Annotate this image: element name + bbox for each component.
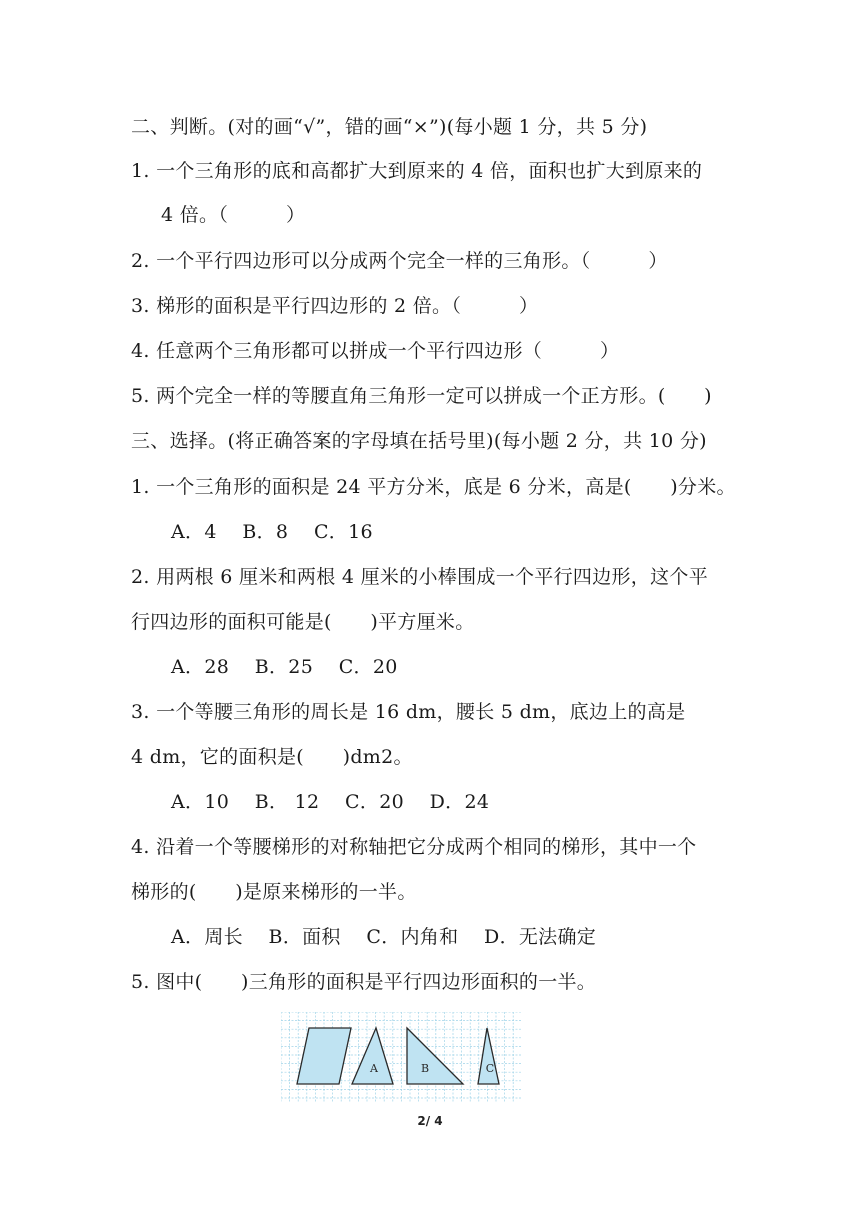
judgement-item-2: 2. 一个平行四边形可以分成两个完全一样的三角形。（ ） — [131, 250, 668, 272]
judgement-item-1-cont: 4 倍。（ ） — [161, 204, 306, 226]
triangle-c-label: C — [485, 1062, 495, 1075]
triangle-b-label: B — [420, 1062, 430, 1075]
choice-q4: 4. 沿着一个等腰梯形的对称轴把它分成两个相同的梯形，其中一个 — [131, 836, 697, 858]
judgement-item-3: 3. 梯形的面积是平行四边形的 2 倍。（ ） — [131, 295, 539, 317]
choice-q3-options: A．10 B． 12 C．20 D．24 — [171, 791, 490, 813]
parallelogram-shape — [297, 1028, 351, 1084]
choice-q2-options: A．28 B．25 C．20 — [171, 656, 398, 678]
choice-q2-cont: 行四边形的面积可能是( )平方厘米。 — [131, 611, 475, 633]
section-3-heading: 三、选择。(将正确答案的字母填在括号里)(每小题 2 分，共 10 分) — [131, 430, 707, 452]
shapes-figure — [281, 1012, 521, 1102]
choice-q5: 5. 图中( )三角形的面积是平行四边形面积的一半。 — [131, 971, 597, 993]
choice-q1: 1. 一个三角形的面积是 24 平方分米，底是 6 分米，高是( )分米。 — [131, 476, 736, 498]
choice-q1-options: A．4 B．8 C．16 — [171, 521, 373, 543]
choice-q3-cont: 4 dm，它的面积是( )dm2。 — [131, 746, 413, 768]
choice-q3: 3. 一个等腰三角形的周长是 16 dm，腰长 5 dm，底边上的高是 — [131, 701, 686, 723]
judgement-item-1: 1. 一个三角形的底和高都扩大到原来的 4 倍，面积也扩大到原来的 — [131, 160, 703, 182]
choice-q4-cont: 梯形的( )是原来梯形的一半。 — [131, 881, 417, 903]
section-2-heading: 二、判断。(对的画“√”，错的画“×”)(每小题 1 分，共 5 分) — [131, 116, 648, 138]
judgement-item-4: 4. 任意两个三角形都可以拼成一个平行四边形（ ） — [131, 340, 620, 362]
triangle-b-shape — [407, 1028, 463, 1084]
page-number: 2/ 4 — [417, 1114, 443, 1128]
triangle-a-label: A — [370, 1062, 378, 1075]
choice-q4-options: A．周长 B．面积 C．内角和 D．无法确定 — [171, 926, 597, 948]
judgement-item-5: 5. 两个完全一样的等腰直角三角形一定可以拼成一个正方形。( ) — [131, 385, 712, 407]
choice-q2: 2. 用两根 6 厘米和两根 4 厘米的小棒围成一个平行四边形，这个平 — [131, 566, 709, 588]
